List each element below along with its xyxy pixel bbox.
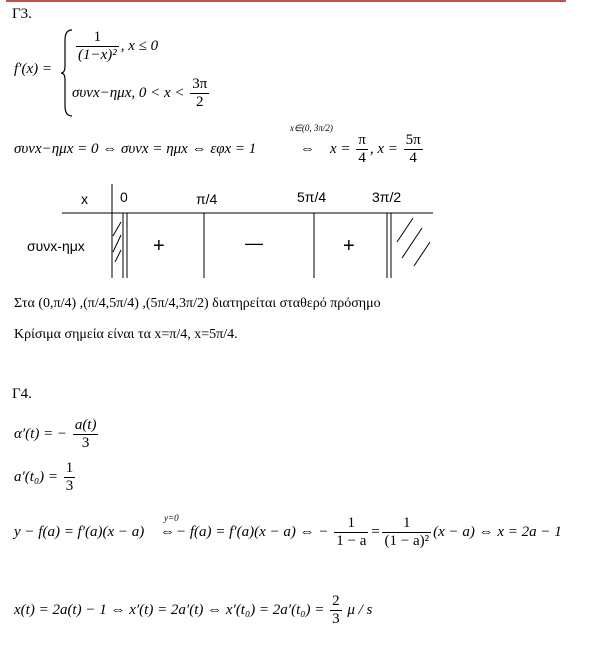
critical-points-text: Κρίσιμα σημεία είναι τα x=π/4, x=5π/4.: [14, 327, 238, 342]
x-velocity-line: [14, 593, 372, 628]
x-velocity-num: 2: [332, 593, 340, 609]
x-line-expression: x(t) = 2a(t) − 1 ⇔ x′(t) = 2a′(t) ⇔ x′(t₀) = 2a′(t₀) =: [14, 601, 325, 618]
constant-sign-text: Στα (0,π/4) ,(π/4,5π/4) ,(5π/4,3π/2) διατηρείται σταθερό πρόσημο: [14, 296, 381, 311]
solution-x1-den: 4: [358, 150, 366, 166]
tangent-frac2-num: 1: [382, 515, 431, 533]
a-t0-lhs: a′(t₀) =: [14, 468, 59, 485]
sign-table: [0, 180, 440, 280]
case1-condition: , x ≤ 0: [120, 37, 159, 54]
solution-x2-label: , x =: [369, 140, 398, 157]
domain-over-arrow: x∈(0, 3π/2): [290, 123, 333, 133]
alpha-lhs: α′(t) = −: [14, 425, 68, 442]
tangent-frac1-den: 1 − a: [336, 533, 367, 549]
alpha-num: a(t): [74, 417, 97, 433]
solve-equation: συνx−ημx = 0 ⇔ συνx = ημx ⇔ εφx = 1: [14, 141, 257, 157]
solutions: [330, 132, 425, 167]
tangent-end: (x − a) ⇔ x = 2a − 1: [433, 523, 562, 540]
table-point-5pi-4: 5π/4: [297, 189, 327, 205]
a-t0-value: [14, 460, 77, 495]
solution-x1-num: π: [358, 132, 366, 148]
tangent-mid: − f(a) = f′(a)(x − a) ⇔ −: [176, 523, 329, 540]
solution-x1-label: x =: [330, 140, 351, 157]
tangent-rest: [176, 515, 562, 550]
case2: [72, 76, 211, 111]
a-t0-den: 3: [65, 478, 74, 494]
velocity-unit: μ / s: [347, 601, 373, 618]
table-point-pi-4: π/4: [196, 191, 218, 207]
section-heading-g4: Γ4.: [12, 386, 32, 402]
tangent-arrow: ⇔: [160, 524, 175, 540]
sign-interval-3: +: [343, 235, 355, 257]
sign-interval-1: +: [153, 235, 165, 257]
alpha-derivative: [14, 417, 100, 452]
tangent-equals: =: [370, 523, 381, 540]
section-heading-g3: Γ3.: [12, 6, 32, 22]
f-prime-lhs: f′(x) =: [14, 61, 52, 77]
table-point-3pi-2: 3π/2: [372, 189, 402, 205]
tangent-left: y − f(a) = f′(a)(x − a): [14, 524, 145, 540]
tangent-over-arrow: y=0: [164, 513, 179, 523]
table-row-label: συνx-ημx: [27, 238, 85, 254]
sign-interval-2: —: [245, 233, 263, 253]
tangent-frac1-num: 1: [334, 515, 368, 533]
alpha-den: 3: [81, 435, 90, 451]
equiv-arrow: ⇔: [300, 141, 315, 157]
case1-denominator: (1−x)²: [78, 47, 117, 63]
case1-numerator: 1: [76, 29, 119, 47]
table-point-0: 0: [120, 189, 128, 205]
case2-numerator: 3π: [192, 76, 208, 92]
a-t0-num: 1: [65, 460, 74, 476]
solution-x2-num: 5π: [405, 132, 421, 148]
case1: [74, 29, 158, 64]
case2-expression: συνx−ημx, 0 < x <: [72, 84, 185, 101]
solution-x2-den: 4: [409, 150, 417, 166]
x-velocity-den: 3: [332, 611, 340, 627]
top-border-line: [6, 0, 566, 2]
tangent-frac2-den: (1 − a)²: [384, 533, 430, 549]
case2-denominator: 2: [196, 94, 204, 110]
table-header-x: x: [81, 191, 88, 207]
